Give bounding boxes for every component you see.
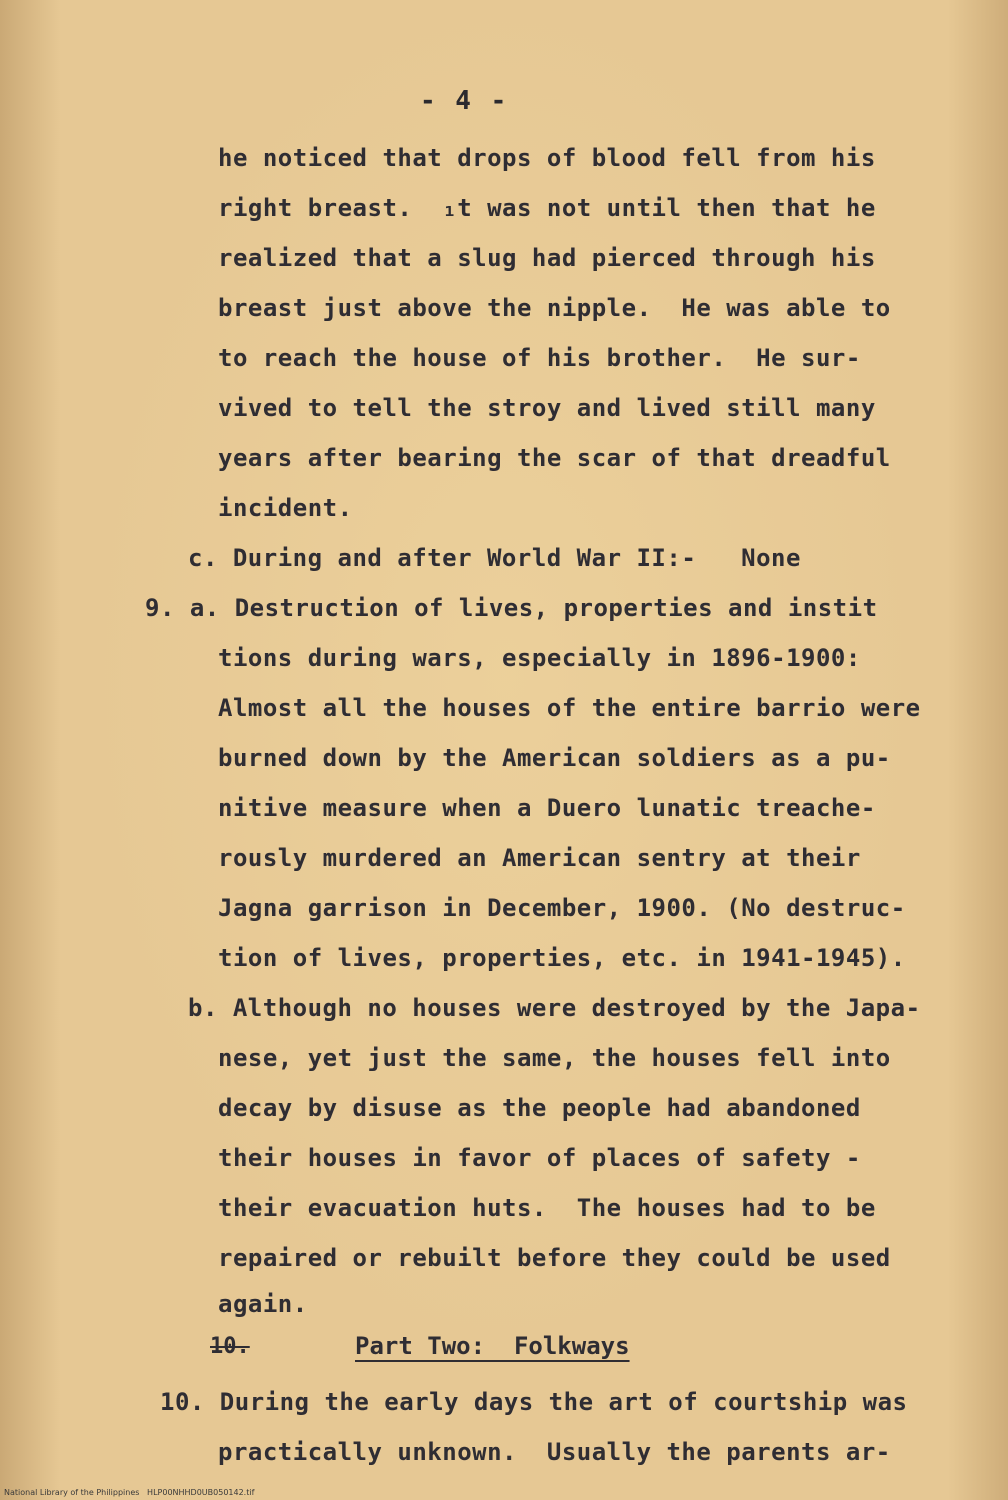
- text-line: breast just above the nipple. He was able to: [218, 294, 891, 322]
- text-line: their houses in favor of places of safety -: [218, 1144, 861, 1172]
- text-line: 10. During the early days the art of courtship was: [160, 1388, 908, 1416]
- text-line: to reach the house of his brother. He sur-: [218, 344, 861, 372]
- text-line: their evacuation huts. The houses had to be: [218, 1194, 876, 1222]
- text-line: vived to tell the stroy and lived still many: [218, 394, 876, 422]
- text-line: again.: [218, 1290, 308, 1318]
- text-line: repaired or rebuilt before they could be used: [218, 1244, 891, 1272]
- text-line: decay by disuse as the people had abandoned: [218, 1094, 861, 1122]
- text-line: Almost all the houses of the entire barrio were: [218, 694, 921, 722]
- text-line: 9. a. Destruction of lives, properties and instit: [145, 594, 878, 622]
- text-line: nitive measure when a Duero lunatic treache-: [218, 794, 876, 822]
- text-line: c. During and after World War II:- None: [188, 544, 801, 572]
- text-line: tions during wars, especially in 1896-1900:: [218, 644, 861, 672]
- section-heading: Part Two: Folkways: [355, 1332, 630, 1360]
- page-number: - 4 -: [420, 86, 509, 116]
- text-line: practically unknown. Usually the parents ar-: [218, 1438, 891, 1466]
- text-line: b. Although no houses were destroyed by the Japa-: [188, 994, 921, 1022]
- footer-caption: National Library of the Philippines HLP00NHHD0UB050142.tif: [4, 1488, 255, 1497]
- text-line: rously murdered an American sentry at their: [218, 844, 861, 872]
- text-line: nese, yet just the same, the houses fell into: [218, 1044, 891, 1072]
- text-line: incident.: [218, 494, 353, 522]
- text-line: realized that a slug had pierced through his: [218, 244, 876, 272]
- text-line: right breast. ₁t was not until then that he: [218, 194, 876, 222]
- text-line: burned down by the American soldiers as a pu-: [218, 744, 891, 772]
- text-line: he noticed that drops of blood fell from his: [218, 144, 876, 172]
- text-line: Jagna garrison in December, 1900. (No destruc-: [218, 894, 906, 922]
- margin-mark: 10.: [210, 1334, 250, 1359]
- text-line: tion of lives, properties, etc. in 1941-1945).: [218, 944, 906, 972]
- text-line: years after bearing the scar of that dreadful: [218, 444, 891, 472]
